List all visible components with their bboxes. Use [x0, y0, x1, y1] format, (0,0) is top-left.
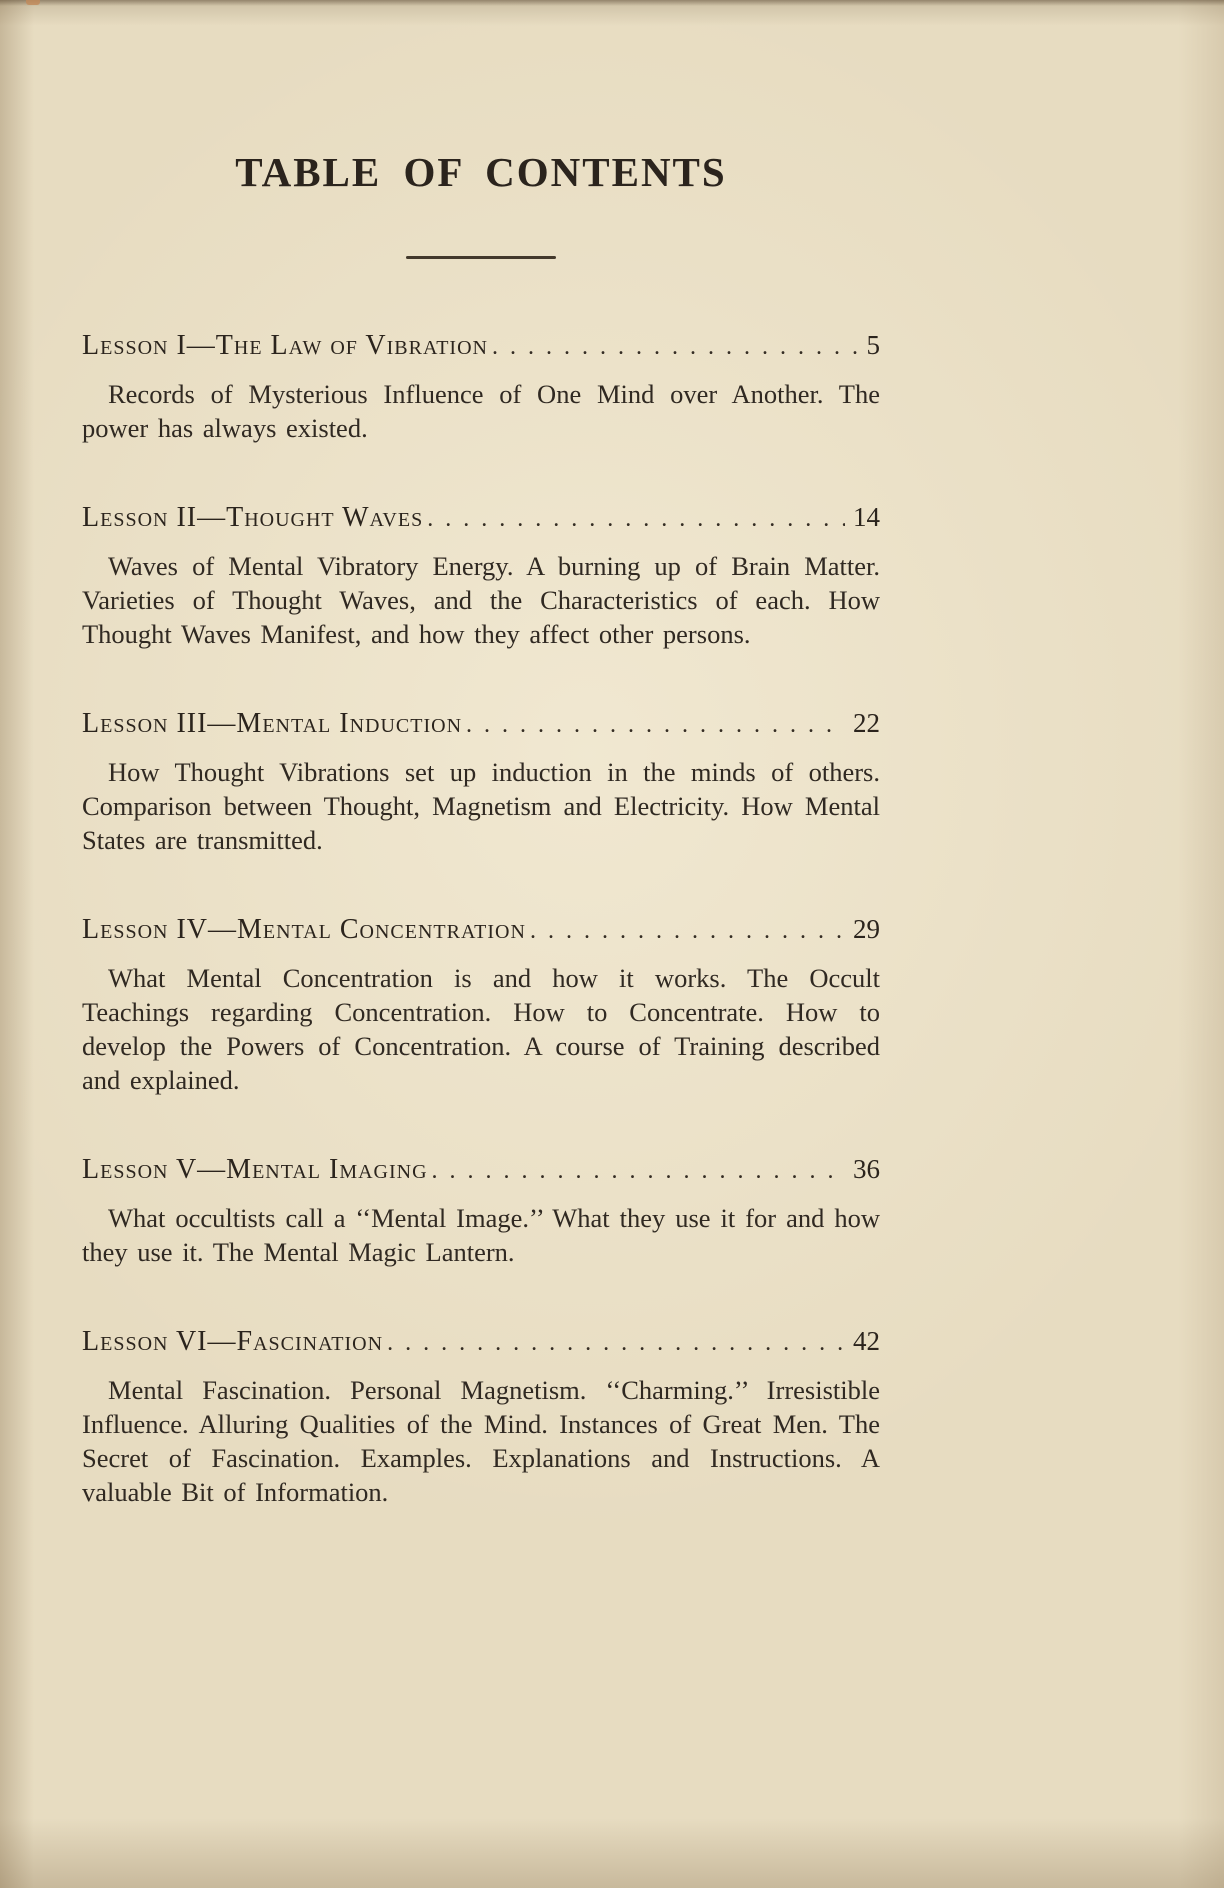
toc-heading: Lesson III—Mental Induction: [82, 708, 463, 739]
toc-heading: Lesson IV—Mental Concentration: [82, 914, 526, 945]
toc-page-number: 42: [853, 1326, 880, 1356]
toc-description: What occultists call a ‘‘Mental Image.’’ What they use it for and how they use it. The Mental Magic Lantern.: [82, 1203, 880, 1267]
toc-heading: Lesson II—Thought Waves: [82, 502, 424, 533]
dot-leader: [427, 503, 845, 535]
dot-leader: [387, 1327, 845, 1359]
dot-leader: [466, 709, 845, 741]
toc-description: Mental Fascination. Personal Magnetism. ‘‘Charming.’’ Irresistible Influence. Alluring Qualities of the Mind. Instances of Great Men. The Secret of Fascination. Examples. Explanations and Instructions. A valuable Bit of Information.: [82, 1375, 880, 1507]
toc-description: Records of Mysterious Influence of One Mind over Another. The power has always existed.: [82, 379, 880, 443]
toc-description: What Mental Concentration is and how it works. The Occult Teachings regarding Concentration. How to Concentrate. How to develop the Powers of Concentration. A course of Training described and explained.: [82, 963, 880, 1095]
toc-page-number: 22: [853, 708, 880, 738]
toc-heading: Lesson I—The Law of Vibration: [82, 330, 488, 361]
toc-entry: [82, 501, 880, 535]
toc-description: How Thought Vibrations set up induction in the minds of others. Comparison between Thought, Magnetism and Electricity. How Mental States are transmitted.: [82, 757, 880, 855]
toc-entry: [82, 329, 880, 363]
book-page: [82, 0, 880, 1509]
toc-heading: Lesson VI—Fascination: [82, 1326, 384, 1357]
toc-entry: [82, 707, 880, 741]
toc-heading: Lesson V—Mental Imaging: [82, 1154, 428, 1185]
toc-page-number: 29: [853, 914, 880, 944]
toc-page-number: 36: [853, 1154, 880, 1184]
toc-description: Waves of Mental Vibratory Energy. A burning up of Brain Matter. Varieties of Thought Waves, and the Characteristics of each. How Thought Waves Manifest, and how they affect other persons.: [82, 551, 880, 649]
dot-leader: [530, 915, 845, 947]
scan-artifact-mark: [26, 0, 40, 5]
dot-leader: [432, 1155, 845, 1187]
toc-page-number: 14: [853, 502, 880, 532]
page-title: TABLE OF CONTENTS: [235, 149, 727, 195]
toc-entry: [82, 1153, 880, 1187]
toc-page-number: 5: [866, 330, 880, 360]
dot-leader: [492, 331, 859, 363]
toc-entry: [82, 1325, 880, 1359]
toc-entry: [82, 913, 880, 947]
title-divider: [406, 256, 556, 259]
